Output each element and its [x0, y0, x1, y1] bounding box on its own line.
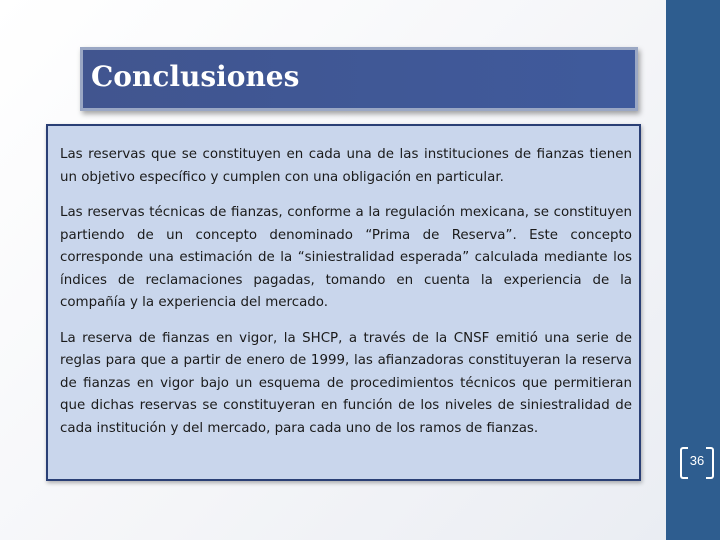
page-number-badge	[680, 447, 714, 477]
paragraph-text: , la SHCP, a través de la CNSF emitió una serie de reglas para que a partir de enero de 1999, las afianzadoras constituyeran la reserva de fianzas en vigor bajo un esquema de procedimientos técnicos que permitieran que dichas reservas se constituyeran en función de los niveles de siniestralidad de cada institución y del mercado, para cada uno de los ramos de fianzas.	[60, 330, 632, 436]
title-banner	[80, 47, 638, 111]
paragraph-reservas-tecnicas	[60, 202, 632, 315]
paragraph-reservas	[60, 144, 632, 189]
paragraph-lead: La reserva de fianzas en vigor	[60, 330, 273, 346]
paragraph-reserva-vigor	[60, 328, 632, 441]
paragraph-text: , conforme a la regulación mexicana, se constituyen partiendo de un concepto denominado “Prima de Reserva”. Este concepto corresponde una estimación de la “siniestralidad esperada” calculada mediante los índices de reclamaciones pagadas, tomando en cuenta la experiencia de la compañía y la experiencia del mercado.	[60, 205, 632, 310]
content-box	[46, 124, 641, 481]
paragraph-lead: Las reservas	[60, 147, 146, 162]
slide-title: Conclusiones	[91, 60, 300, 93]
paragraph-text: que se constituyen en cada una de las instituciones de fianzas tienen un objetivo específico y cumplen con una obligación en particular.	[60, 147, 632, 185]
page-number: 36	[689, 453, 705, 468]
paragraph-lead: Las reservas técnicas de fianzas	[60, 205, 279, 220]
